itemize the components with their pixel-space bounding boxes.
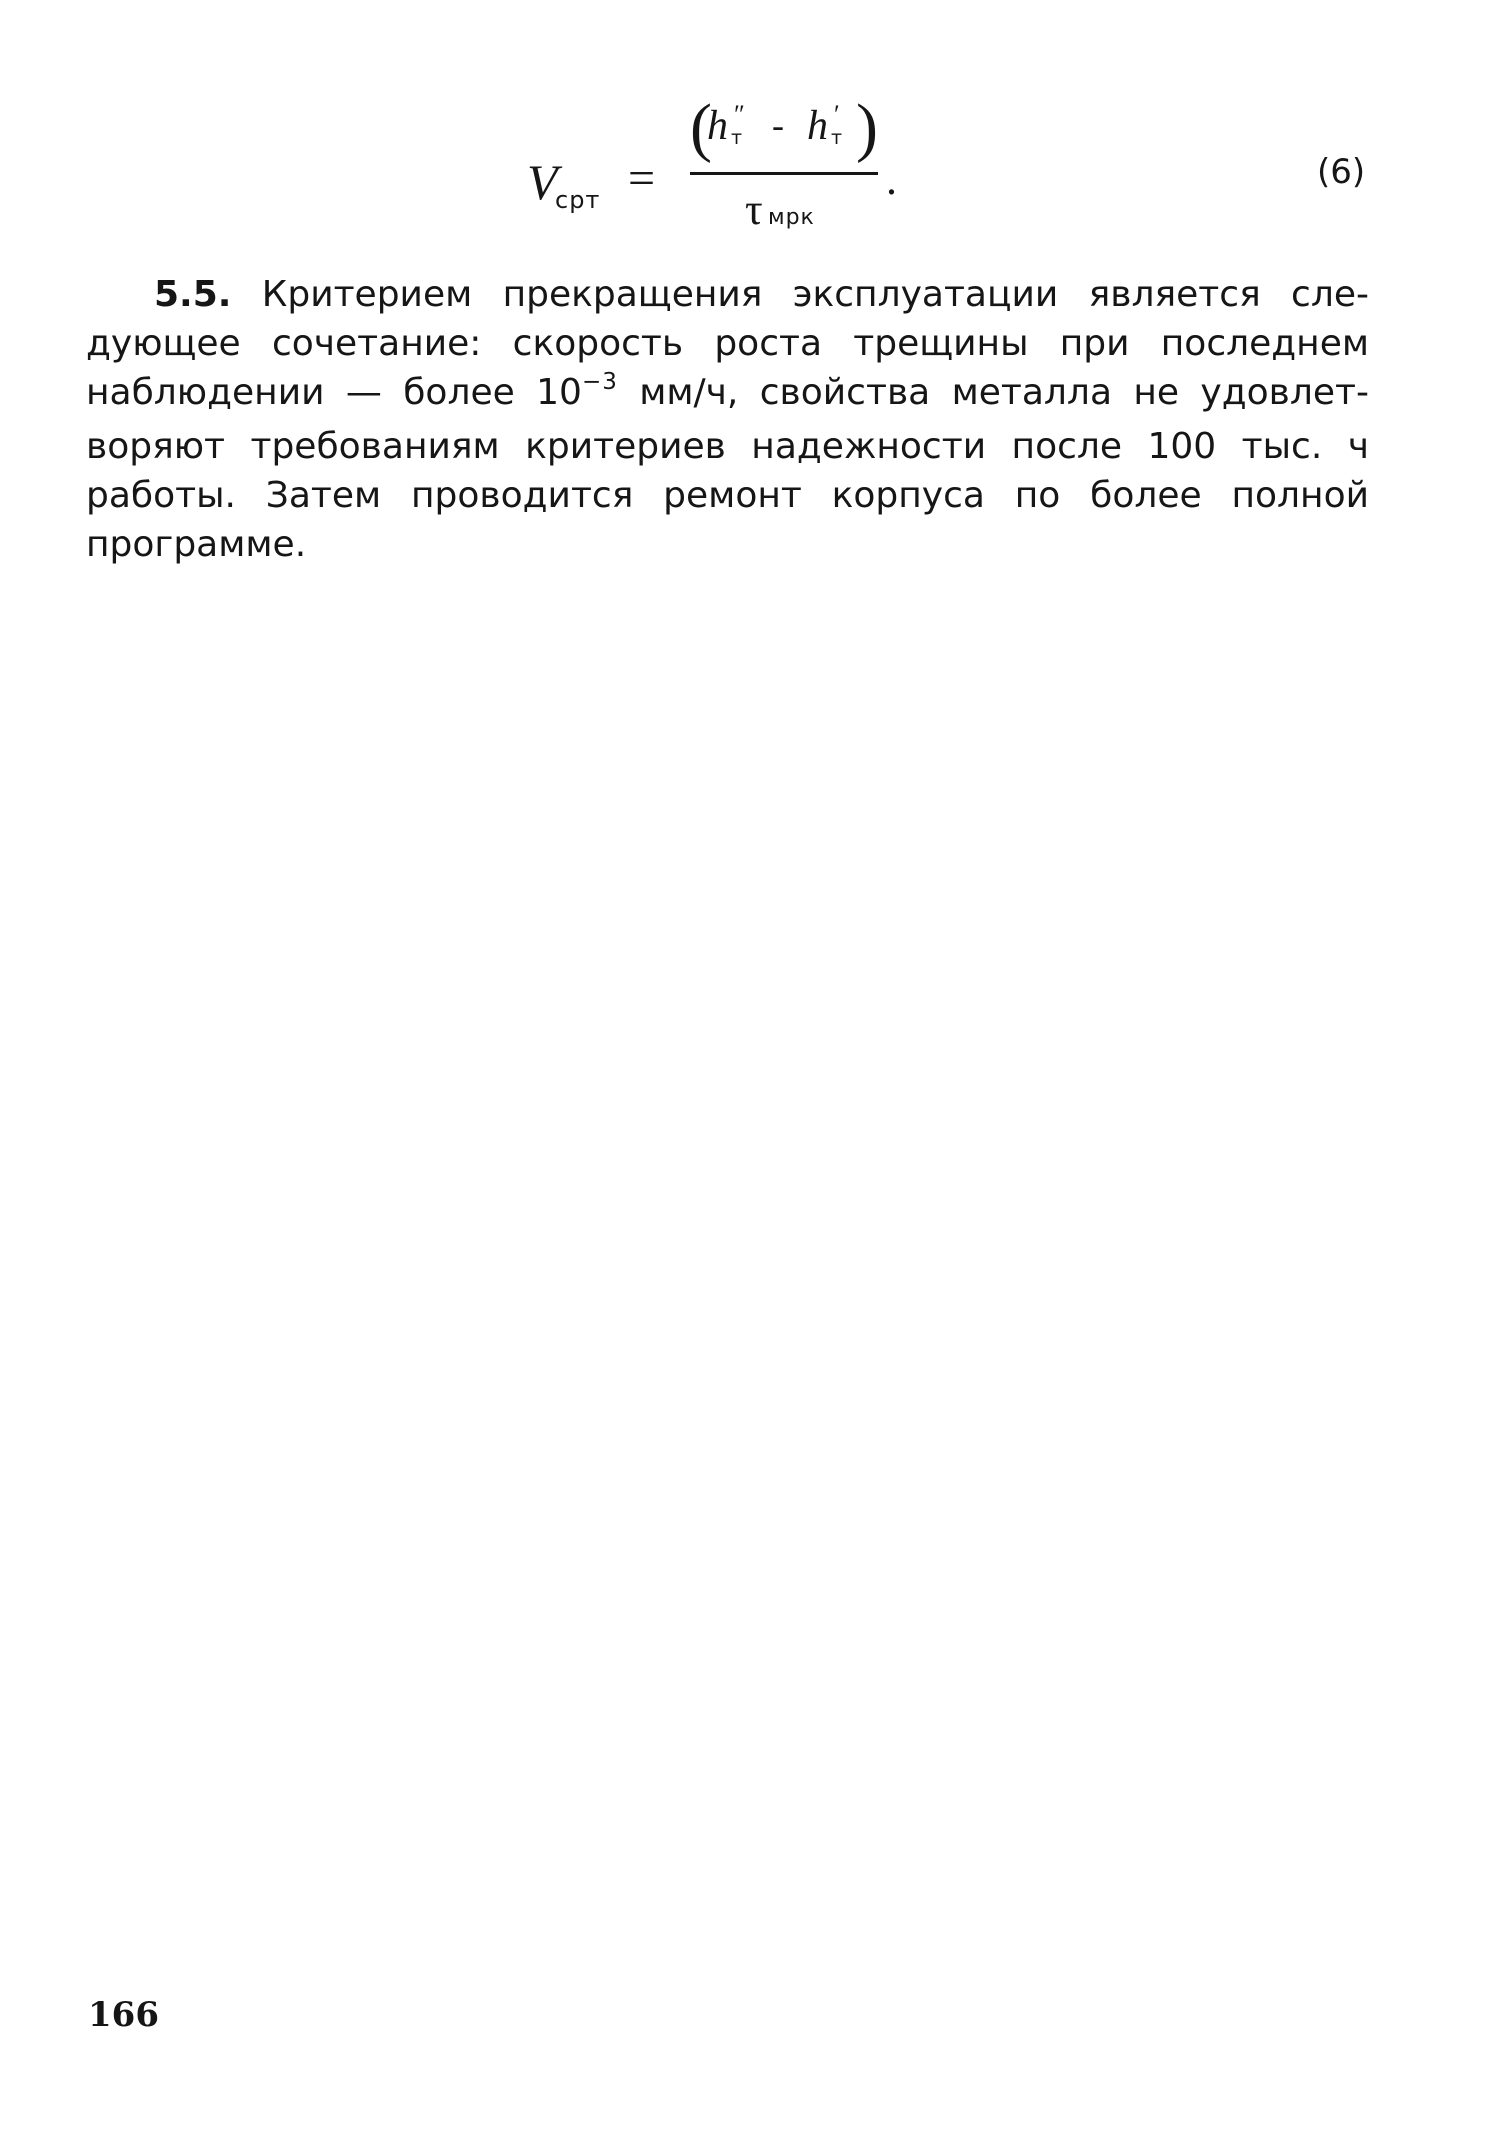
paragraph-line-1-text: Критерием прекращения эксплуатации является сле- [231, 274, 1369, 315]
formula-numerator-term1-prime: ″ [734, 100, 745, 129]
formula-numerator-term2-prime: ′ [834, 100, 840, 129]
paragraph-line-3-after: мм/ч, свойства металла не удовлет- [617, 372, 1369, 413]
formula-numerator-term1-subscript: т [731, 127, 743, 149]
formula-paren-close: ) [856, 91, 878, 164]
formula-numerator-term1: h [707, 103, 728, 149]
equation-number: (6) [1317, 152, 1366, 192]
paragraph-line-3-before: наблюдении — более 10 [86, 372, 582, 413]
formula-denominator-subscript: мрк [768, 205, 815, 230]
paragraph-line-1 [86, 270, 1369, 319]
formula-fraction-bar [690, 172, 878, 175]
paragraph-line-3-exponent: −3 [581, 369, 618, 395]
paragraph-line-4: воряют требованиям критериев надежности после 100 тыс. ч [86, 426, 1369, 467]
paragraph-line-5: работы. Затем проводится ремонт корпуса по более полной [86, 475, 1369, 516]
paragraph-line-6: программе. [86, 524, 307, 565]
paragraph-line-2: дующее сочетание: скорость роста трещины при последнем [86, 323, 1369, 364]
formula-numerator-term2-subscript: т [831, 127, 843, 149]
formula-paren-open: ( [690, 91, 712, 164]
paragraph-number: 5.5. [154, 274, 232, 315]
page-number: 166 [88, 1995, 159, 2035]
formula-lhs-subscript: срт [555, 186, 601, 214]
formula-lhs-symbol: V [527, 154, 558, 210]
formula-denominator-symbol: τ [745, 185, 763, 234]
formula-numerator-term2: h [807, 103, 828, 149]
formula-minus: - [772, 105, 784, 145]
paragraph-5-5 [86, 270, 1369, 569]
formula-equals: = [628, 152, 656, 205]
formula-trailing-period: . [886, 155, 897, 204]
formula-6 [0, 91, 1509, 245]
paragraph-line-3 [86, 368, 1369, 422]
